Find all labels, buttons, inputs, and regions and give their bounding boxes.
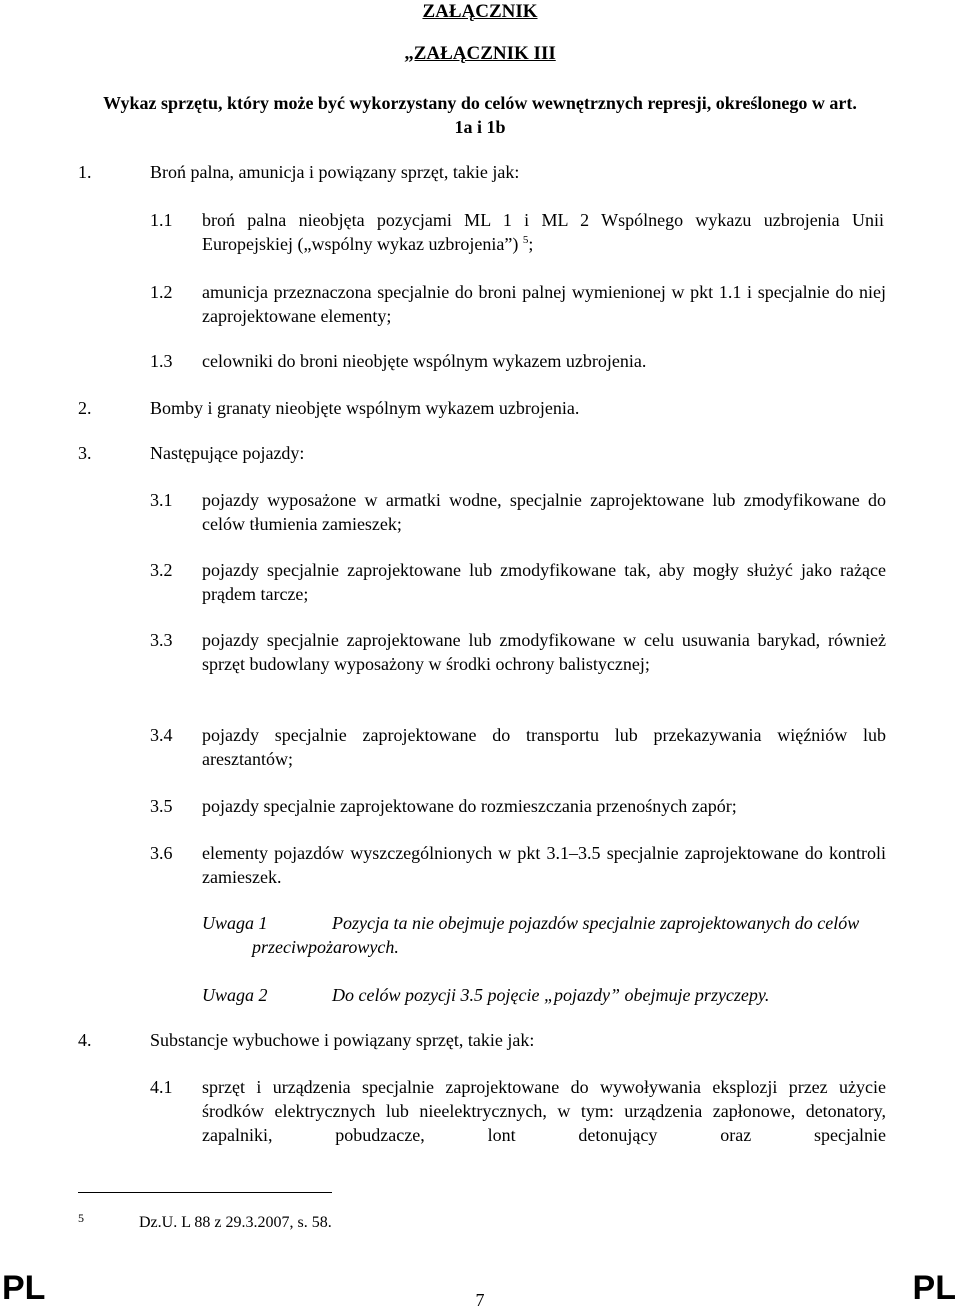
item-text: Bomby i granaty nieobjęte wspólnym wykazem uzbrojenia. <box>150 398 580 418</box>
item-number: 3.1 <box>150 490 173 510</box>
item-number: 3.4 <box>150 725 173 745</box>
item-text: pojazdy specjalnie zaprojektowane lub zmodyfikowane w celu usuwania barykad, również sprzęt budowlany wyposażony w środki ochrony balistycznej; <box>202 630 886 674</box>
page-number: 7 <box>475 1290 485 1310</box>
footnote-separator <box>78 1192 332 1193</box>
footnote-ref: 5 <box>522 234 529 246</box>
footer-language-right: PL <box>912 1269 956 1307</box>
item-text: pojazdy specjalnie zaprojektowane lub zmodyfikowane tak, aby mogły służyć jako rażące prądem tarcze; <box>202 560 886 604</box>
item-number: 3.3 <box>150 630 173 650</box>
item-text: amunicja przeznaczona specjalnie do broni palnej wymienionej w pkt 1.1 i specjalnie do niej zaprojektowane elementy; <box>202 282 886 326</box>
item-number: 3. <box>78 443 92 463</box>
footer-language-left: PL <box>2 1269 46 1307</box>
item-number: 1.3 <box>150 351 173 371</box>
item-text: Broń palna, amunicja i powiązany sprzęt, takie jak: <box>150 162 520 182</box>
item-text: celowniki do broni nieobjęte wspólnym wykazem uzbrojenia. <box>202 351 647 371</box>
item-number: 3.5 <box>150 796 173 816</box>
note-text-block: Pozycja ta nie obejmuje pojazdów specjalnie zaprojektowanych do celów przeciwpożarowych. <box>252 913 860 957</box>
annex-subtitle: „ZAŁĄCZNIK III <box>404 43 556 64</box>
item-text: Substancje wybuchowe i powiązany sprzęt, takie jak: <box>150 1030 535 1050</box>
item-text: pojazdy specjalnie zaprojektowane do transportu lub przekazywania więźniów lub aresztantów; <box>202 725 886 769</box>
item-number: 1. <box>78 162 92 182</box>
note-label: Uwaga 2 <box>202 985 268 1005</box>
footnote-text: Dz.U. L 88 z 29.3.2007, s. 58. <box>139 1214 332 1231</box>
item-text: elementy pojazdów wyszczególnionych w pkt 3.1–3.5 specjalnie zaprojektowane do kontroli zamieszek. <box>202 843 886 887</box>
item-text: sprzęt i urządzenia specjalnie zaprojektowane do wywoływania eksplozji przez użycie środków elektrycznych lub nieelektrycznych, w tym: urządzenia zapłonowe, detonatory, zapalniki, pobudzacze, lont detonujący oraz specjalnie <box>202 1077 886 1145</box>
item-number: 2. <box>78 398 92 418</box>
annex-title: ZAŁĄCZNIK <box>422 1 538 22</box>
note-label: Uwaga 1 <box>202 913 268 933</box>
item-number: 3.6 <box>150 843 173 863</box>
item-number: 4. <box>78 1030 92 1050</box>
item-number: 1.1 <box>150 210 173 230</box>
item-text-end: ; <box>528 234 534 254</box>
item-text: pojazdy wyposażone w armatki wodne, specjalnie zaprojektowane lub zmodyfikowane do celów tłumienia zamieszek; <box>202 490 886 534</box>
item-text-block <box>202 208 884 256</box>
footnote-number: 5 <box>78 1211 84 1225</box>
item-number: 4.1 <box>150 1077 173 1097</box>
note-text: Do celów pozycji 3.5 pojęcie „pojazdy” obejmuje przyczepy. <box>332 985 770 1005</box>
item-number: 3.2 <box>150 560 173 580</box>
item-text: broń palna nieobjęta pozycjami ML 1 i ML 2 Wspólnego wykazu uzbrojenia Unii Europejskiej („wspólny wykaz uzbrojenia”) <box>202 210 884 254</box>
item-number: 1.2 <box>150 282 173 302</box>
item-text: Następujące pojazdy: <box>150 443 305 463</box>
list-heading: Wykaz sprzętu, który może być wykorzystany do celów wewnętrznych represji, określonego w art. 1a i 1b <box>103 93 857 137</box>
item-text: pojazdy specjalnie zaprojektowane do rozmieszczania przenośnych zapór; <box>202 796 737 816</box>
